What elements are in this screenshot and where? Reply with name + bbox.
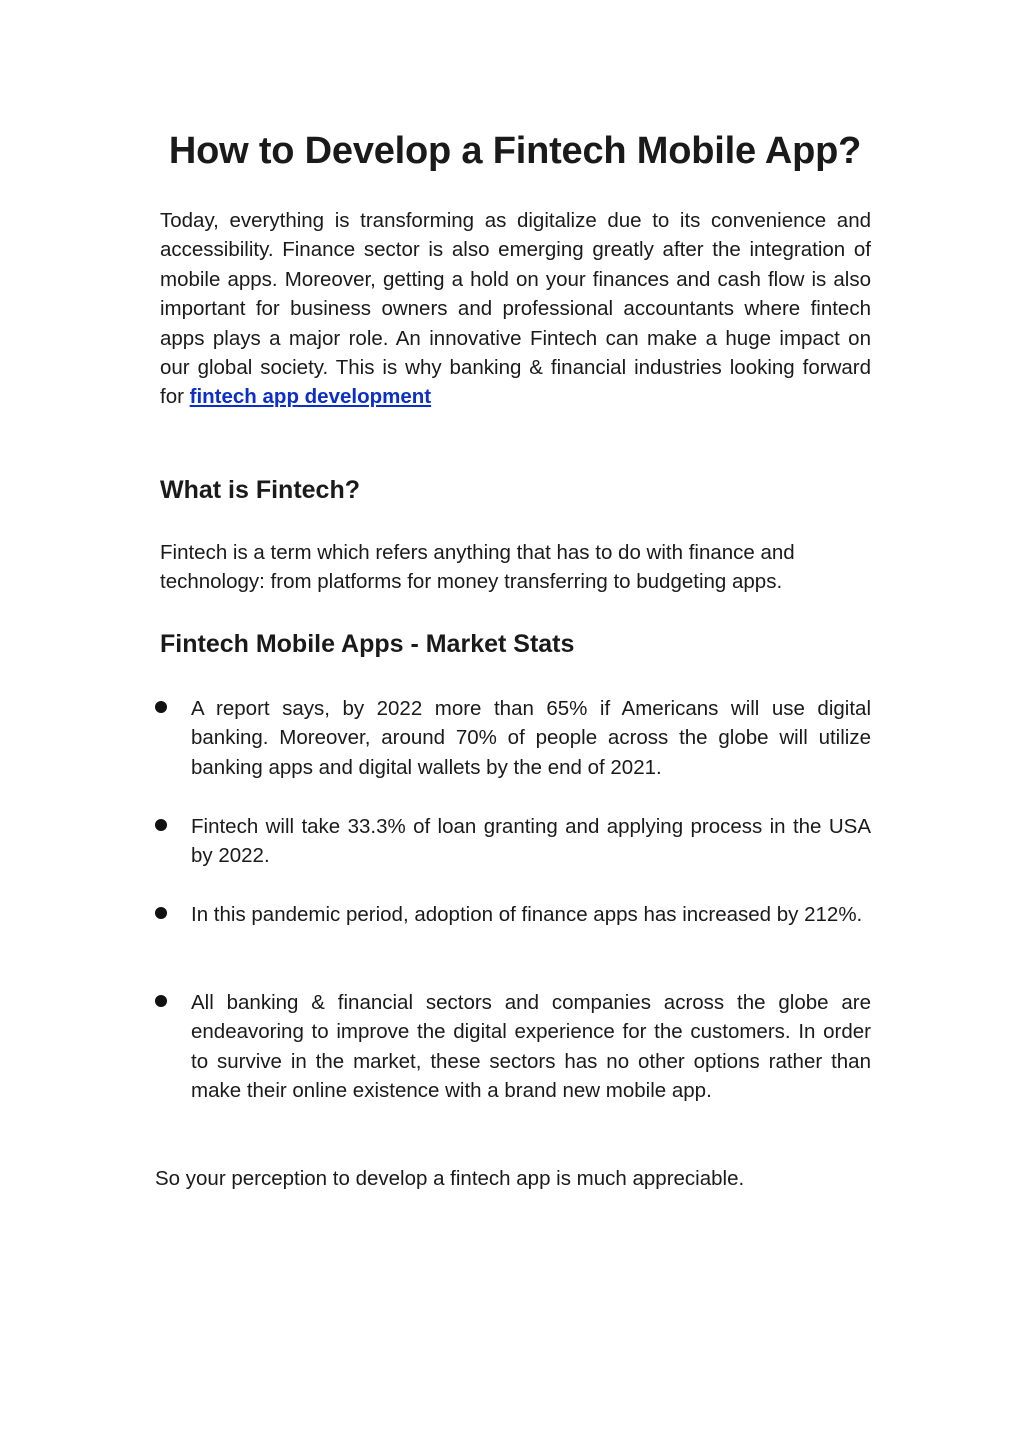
bullet-dot-icon [155, 907, 167, 919]
intro-paragraph [160, 206, 871, 412]
closing-paragraph: So your perception to develop a fintech app is much appreciable. [155, 1167, 745, 1190]
bullet-dot-icon [155, 995, 167, 1007]
list-item-text: In this pandemic period, adoption of finance apps has increased by 212%. [191, 903, 863, 926]
fintech-definition-paragraph: Fintech is a term which refers anything that has to do with finance and technology: from platforms for money transferring to budgeting apps. [160, 541, 795, 594]
bullet-dot-icon [155, 701, 167, 713]
intro-text: Today, everything is transforming as digitalize due to its convenience and accessibility. Finance sector is also emerging greatly after the integration of mobile apps. Moreover, getting a hold on your finances and cash flow is also important for business owners and professional accountants where fintech apps plays a major role. An innovative Fintech can make a huge impact on our global society. This is why banking & financial industries looking forward for [160, 209, 871, 409]
list-item-text: Fintech will take 33.3% of loan granting and applying process in the USA by 2022. [191, 815, 871, 868]
list-item-text: A report says, by 2022 more than 65% if Americans will use digital banking. Moreover, around 70% of people across the globe will utilize banking apps and digital wallets by the end of 2021. [191, 697, 871, 779]
fintech-app-development-link[interactable]: fintech app development [189, 385, 432, 409]
section-heading-what-is-fintech: What is Fintech? [160, 476, 360, 504]
bullet-dot-icon [155, 819, 167, 831]
list-item-text: All banking & financial sectors and companies across the globe are endeavoring to improve the digital experience for the customers. In order to survive in the market, these sectors has no other options rather than make their online existence with a brand new mobile app. [191, 991, 871, 1103]
page-title: How to Develop a Fintech Mobile App? [168, 130, 862, 172]
section-heading-market-stats: Fintech Mobile Apps - Market Stats [160, 630, 575, 658]
